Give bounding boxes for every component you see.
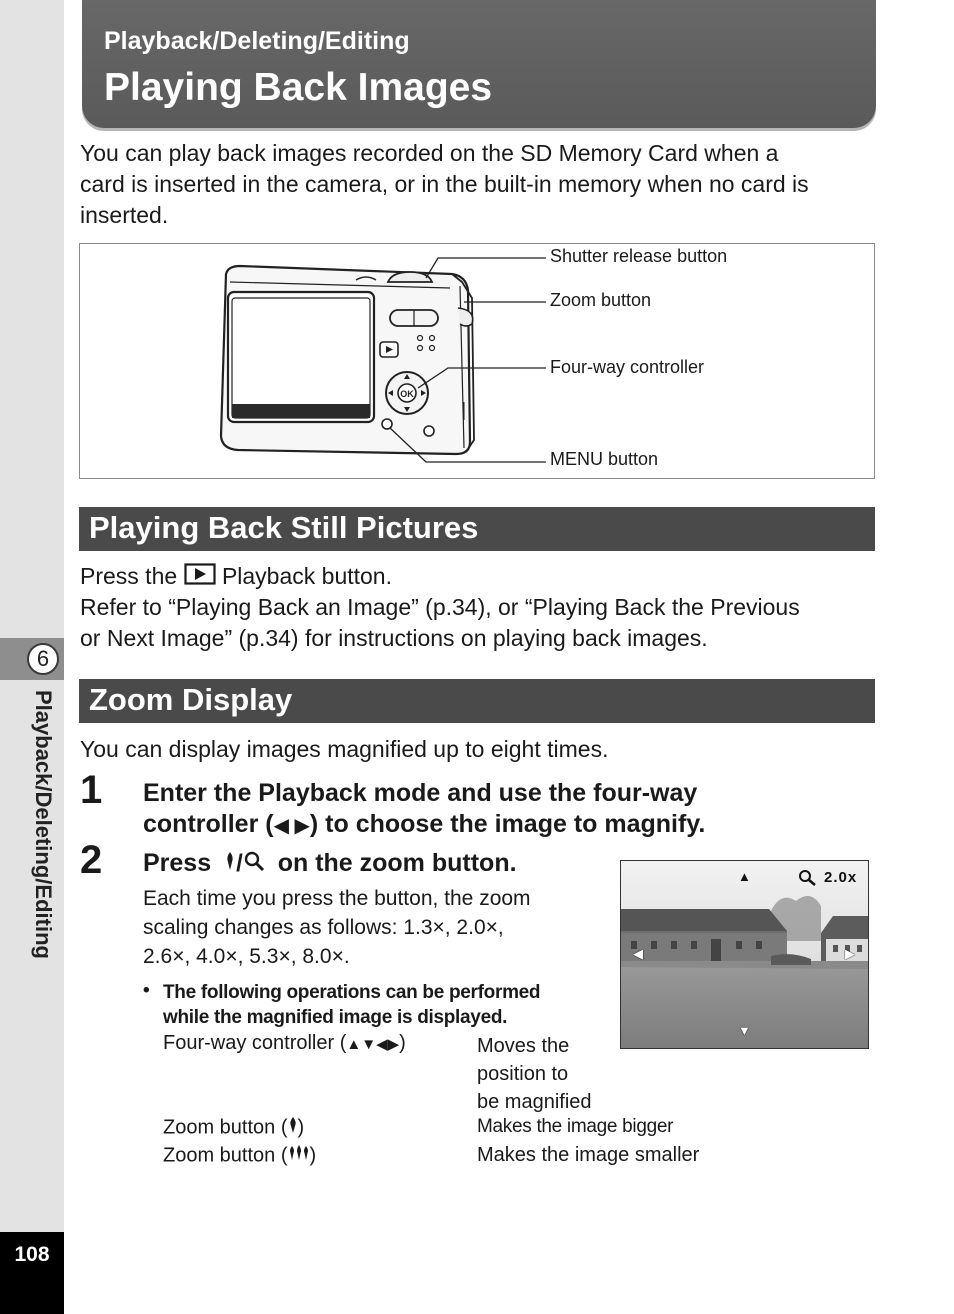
farm-photo [621,861,869,1049]
ok-label: OK [400,389,414,399]
operation-row [163,1116,304,1140]
operation-row [163,1144,316,1168]
page-title: Playing Back Images [104,66,493,109]
step-1-line: Enter the Playback mode and use the four-way [143,779,698,807]
operation-control-end: ) [297,1116,305,1139]
step-2-desc-line: scaling changes as follows: 1.3×, 2.0×, [143,916,504,939]
operation-effect-line: Makes the image bigger [477,1116,674,1137]
operation-effect-line: position to [477,1063,569,1085]
still-refer-line: or Next Image” (p.34) for instructions on playing back images. [80,625,708,651]
pan-right-arrow: ▶ [845,946,855,961]
callout-zoom: Zoom button [550,290,652,310]
camera-illustration [80,244,876,480]
zoom-intro: You can display images magnified up to eight times. [80,736,609,762]
pan-up-arrow: ▲ [738,869,751,884]
step-2-after: on the zoom button. [277,849,517,877]
still-refer-paragraph [80,592,800,654]
step-1-text [143,778,705,842]
header-section: Playback/Deleting/Editing [104,27,410,55]
intro-line: You can play back images recorded on the SD Memory Card when a [80,140,779,166]
step-2-press: Press [143,849,212,877]
page-number: 108 [14,1243,50,1266]
step-1-after: ) to choose the image to magnify. [309,810,706,838]
section-still-title: Playing Back Still Pictures [79,507,875,551]
bullet-text [163,980,540,1030]
zoom-tele-icon [288,1116,298,1140]
operation-effect [477,1032,592,1116]
operation-control: Four-way controller ( [163,1032,347,1054]
bullet-line: while the magnified image is displayed. [163,1007,508,1028]
operation-control-end: ) [309,1144,317,1167]
chapter-label: Playback/Deleting/Editing [31,690,56,959]
intro-paragraph [80,138,809,231]
pan-down-arrow: ▼ [738,1023,751,1038]
step-2-description [143,884,531,971]
pan-left-arrow: ◀ [633,946,643,961]
intro-line: inserted. [80,202,169,228]
step-1-before: controller ( [143,810,274,838]
operation-control: Zoom button ( [163,1144,288,1167]
bullet-marker: • [143,980,150,1001]
step-2-number: 2 [80,838,103,882]
callout-menu: MENU button [550,449,659,469]
callout-shutter: Shutter release button [550,246,728,266]
slash: / [236,850,243,877]
playback-icon [184,562,216,593]
still-press-after: Playback button. [221,563,392,589]
still-press-line [80,561,392,593]
magnify-icon [243,849,265,880]
step-1-line-2 [143,809,705,842]
zoom-value: 2.0x [824,869,858,886]
step-2-desc-line: 2.6×, 4.0×, 5.3×, 8.0×. [143,945,350,968]
operation-effect-line: Moves the [477,1035,570,1057]
operation-row [163,1032,406,1055]
four-way-arrows: ▲▼◀▶ [346,1036,400,1053]
zoom-wide-icon [288,1144,310,1168]
section-zoom-title: Zoom Display [79,679,875,723]
intro-line: card is inserted in the camera, or in the built-in memory when no card is [80,171,809,197]
still-press-before: Press the [80,563,178,589]
operation-control-end: ) [399,1032,406,1054]
operation-effect [477,1144,699,1167]
camera-figure [79,243,875,479]
step-2-title [143,848,517,880]
step-1-number: 1 [80,768,103,812]
zoom-indicator-icon [798,869,818,892]
still-refer-line: Refer to “Playing Back an Image” (p.34), or “Playing Back the Previous [80,594,800,620]
operation-effect-line: be magnified [477,1091,592,1113]
bullet-line: The following operations can be performed [163,982,541,1003]
chapter-number: 6 [27,643,59,675]
step-2-desc-line: Each time you press the button, the zoom [143,887,531,910]
zoom-preview-image [620,860,869,1049]
operation-effect [477,1116,673,1138]
operation-control: Zoom button ( [163,1116,288,1139]
operation-effect-line: Makes the image smaller [477,1144,700,1166]
callout-four-way: Four-way controller [550,357,705,377]
left-right-arrows: ◀ ▶ [273,815,310,837]
zoom-tele-icon [224,849,236,880]
